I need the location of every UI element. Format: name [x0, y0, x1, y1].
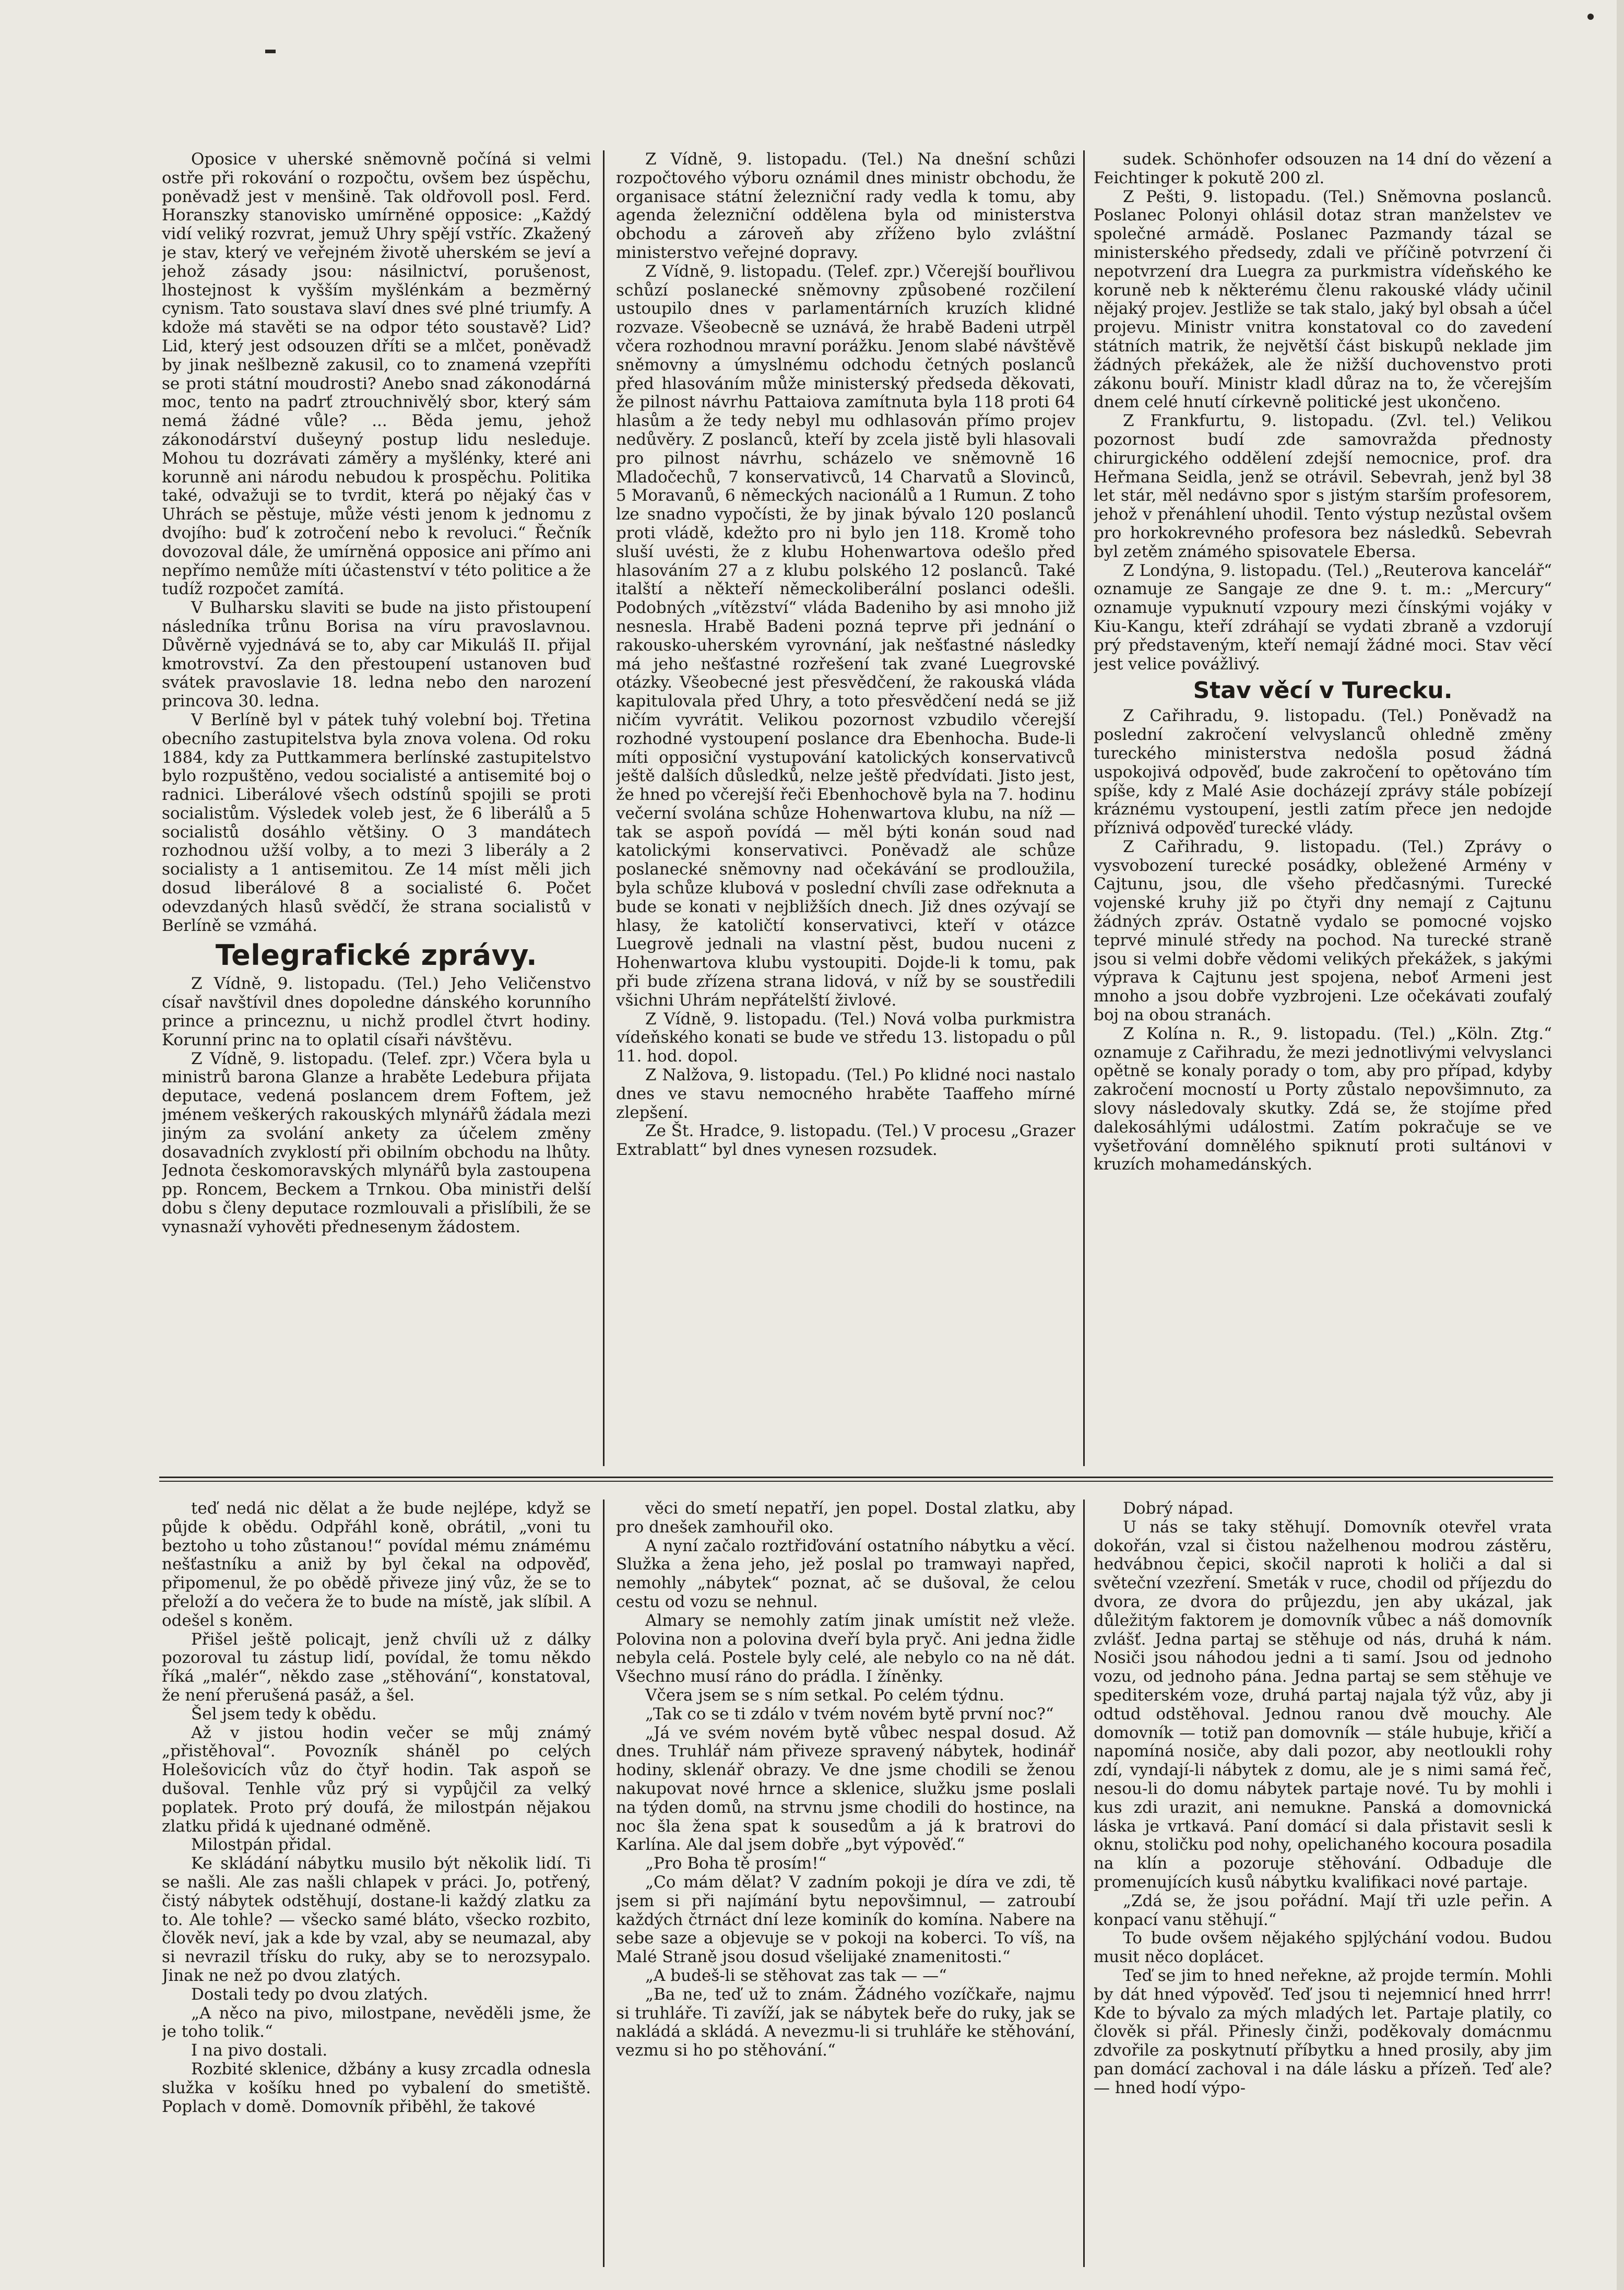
news-column-1 — [162, 150, 591, 1465]
feuilleton-paragraph: Šel jsem tedy k obědu. — [191, 1704, 377, 1724]
feuilleton-column-3 — [1094, 1500, 1552, 2267]
feuilleton-paragraph: „Já ve svém novém bytě vůbec nespal dosud. Až dnes. Truhlář nám přiveze spravený nábytek, hodinář hodiny, sklenář obrazy. Ve dne jsme chodili se ženou nakupovat nové hrnce a sklenice, služku jsme poslali na týden domů, na strvnu jsme chodili do hostince, na noc šla žena spat k sousedům a já k bratrovi do Karlína. Ale dal jsem dobře „byt výpověď.“ — [616, 1723, 1075, 1855]
news-paragraph: Z Londýna, 9. listopadu. (Tel.) „Reuterova kancelář“ oznamuje ze Sangaje ze dne 9. t. m.: „Mercury“ oznamuje vypuknutí vzpoury mezi čínskými vojáky v Kiu-Kangu, kteří zdráhají se vydati zbraně a vzdorují prý představeným, kteří nemají žádné moci. Stav věcí jest velice povážlivý. — [1094, 561, 1552, 674]
section-title-turkey: Stav věcí v Turecku. — [1193, 677, 1453, 704]
news-paragraph: Z Cařihradu, 9. listopadu. (Tel.) Zprávy o vysvobození turecké posádky, obležené Armény v Cajtunu, jsou, dle všeho předčasnými. Turecké vojenské kruhy již po čtyři dny nemají z Cajtunu žádných zpráv. Ostatně vydalo se pomocné vojsko teprvé minulé středy na pochod. Na turecké straně jsou si velmi dobře vědomi velikých překážek, s jakými výprava k Cajtunu jest spojena, neboť Armeni jest mnoho a jsou dobře vyzbrojeni. Lze očekávati zoufalý boj na obou stranách. — [1094, 837, 1552, 1025]
news-paragraph: Z Vídně, 9. listopadu. (Tel.) Na dnešní schůzi rozpočtového výboru oznámil dnes ministr obchodu, že organisace státní železniční rady vedla k tomu, aby agenda železniční oddělena byla od ministerstva obchodu a zároveň aby zříženo bylo zvláštní ministerstvo veřejné dopravy. — [616, 150, 1075, 262]
feuilleton-paragraph: teď nedá nic dělat a že bude nejlépe, když se půjde k obědu. Odpřáhl koně, obrátil, „voni tu beztoho u toho zůstanou!“ povídal mému známému nešťastníku a aniž by byl čekal na odpověď, připomenul, že po obědě přiveze jiný vůz, že se to přeloží a do večera že to bude na místě, jak slíbil. A odešel s koněm. — [162, 1500, 591, 1630]
news-paragraph: Ze Št. Hradce, 9. listopadu. (Tel.) V procesu „Grazer Extrablatt“ byl dnes vynesen rozsudek. — [616, 1122, 1075, 1160]
feuilleton-paragraph: Teď se jim to hned neřekne, až projde termín. Mohli by dát hned výpověď. Teď jsou ti nejemnicí hned hrrr! Kde to bývalo za mých mladých let. Partaje platily, co člověk si přál. Přinesly činži, poděkovaly domácnmu zdvořile za poskytnutí příbytku a hned prosily, aby jim pan domácí zachoval i na dále lásku a přízeň. Teď ale? — hned hodí výpo- — [1094, 1966, 1552, 2097]
news-paragraph: Z Pešti, 9. listopadu. (Tel.) Sněmovna poslanců. Poslanec Polonyi ohlásil dotaz stran manželstev ve společné armádě. Poslanec Pazmandy tázal se ministerského předsedy, zdali ve příčině potvrzení či nepotvrzení dra Luegra za purkmistra vídeňského ke koruně neb k některému členu rakouské vlády učinil nějaký projev. Jestliže se tak stalo, jaký byl obsah a účel projevu. Ministr vnitra konstatoval co do zavedení státních matrik, že největší část biskupů neklade jim žádných překážek, ale že nižší duchovenstvo proti zákonu bouří. Ministr kladl důraz na to, že včerejším dnem celé hnutí církevně politické jest ukončeno. — [1094, 187, 1552, 412]
news-paragraph: Z Vídně, 9. listopadu. (Telef. zpr.) Včera byla u ministrů barona Glanze a hraběte Ledebura přijata deputace, vedená poslancem drem Foftem, jež jménem veškerých rakouských mlynářů žádala mezi jiným za svolání ankety za účelem změny dosavadních zvyklostí při obilním obchodu na lhůty. Jednota českomoravských mlynářů byla zastoupena pp. Roncem, Beckem a Trnkou. Oba ministři delší dobu s členy deputace rozmlouvali a přislíbili, že se vynasnaží vyhověti přednesenym žádostem. — [162, 1049, 591, 1236]
feuilleton-paragraph: Milostpán přidal. — [191, 1835, 332, 1855]
feuilleton-paragraph: „Ba ne, teď už to znám. Žádného vozíčkaře, najmu si truhláře. Ti zavíží, jak se nábytek beře do ruky, jak se nakládá a skládá. A nevezmu-li si truhláře ke stěhování, vezmu si ho po stěhování.“ — [616, 1985, 1075, 2060]
news-column-2 — [616, 150, 1075, 1465]
feuilleton-paragraph: Ke skládání nábytku musilo být několik lidí. Ti se našli. Ale zas našli chlapek v práci. Jo, potřený, čistý nábytek odstěhují, dostane-li každý zlatku za to. Ale tohle? — všecko samé bláto, všecko rozbito, člověk neví, jak a kde by vzal, aby se neumazal, aby si nevrazil třísku do ruky, aby se to nerozsypalo. Jinak ne než po dvou zlatých. — [162, 1854, 591, 1985]
feuilleton-paragraph: A nyní začalo roztřiďování ostatního nábytku a věcí. Služka a žena jeho, jež poslal po tramwayi napřed, nemohly „nábytek“ poznat, ač se dušoval, že celou cestu od vozu se nehnul. — [616, 1536, 1075, 1611]
news-paragraph: Z Vídně, 9. listopadu. (Telef. zpr.) Včerejší bouřlivou schůzí poslanecké sněmovny způsobené rozčilení ustoupilo dnes v parlamentárních kruzích klidné rozvaze. Všeobecně se uznává, že hrabě Badeni utrpěl včera rozhodnou mravní porážku. Jenom slabé návštěvě sněmovny a úmyslnému odchodu četných poslanců před hlasováním může ministerský předseda děkovati, že pilnost návrhu Pattaiova zamítnuta byla 118 proti 64 hlasům a že tedy nebyl mu odhlasován přímo projev nedůvěry. Z poslanců, kteří by zcela jistě byli hlasovali pro pilnost návrhu, scházelo ve sněmovně 16 Mladočechů, 7 konservativců, 14 Charvatů a Slovinců, 5 Moravanů, 6 německých nacionálů a 1 Rumun. Z toho lze snadno vypočísti, že by jinak bývalo 120 poslanců proti vládě, kdežto pro ni bylo jen 118. Kromě toho sluší uvésti, že z klubu Hohenwartova odešlo před hlasováním 27 a z klubu polského 12 poslanců. Také italští a někteří německoliberální poslanci odešli. Podobných „vítězství“ vláda Badeniho by asi mnoho již nesnesla. Hrabě Badeni pozná teprve při jednání o rakousko-uherském vyrovnání, jak nešťastné následky má jeho nešťastné rozřešení tak zvané Luegrovské otázky. Všeobecné jest přesvědčení, že rakouská vláda kapitulovala před Uhry, a toto přesvědčení nedá se již ničím vyvrátit. Velikou pozornost vzbudilo včerejší rozhodné vystoupení poslance dra Ebenhocha. Bude-li míti opposiční vystupování katolických konservativců ještě dalších důsledků, nelze ještě předvídati. Jisto jest, že hned po včerejší řeči Ebenhochově byla na 7. hodinu večerní svolána schůze Hohenwartova klubu, na níž — tak se aspoň povídá — měl býti konán soud nad katolickými konservativci. Poněvadž ale schůze poslanecké sněmovny nad očekávání se prodloužila, byla schůze klubová v poslední chvíli zase odřeknuta a bude se konati v nejbližších dnech. Již dnes ozývají se hlasy, že katoličtí konservativci, kteří v otázce Luegrově jednali na vlastní pěst, budou nuceni z Hohenwartova klubu vystoupiti. Dojde-li k tomu, pak při bude zřízena strana lidová, v níž by se soustředili všichni Uhrám nepřátelští živlové. — [616, 262, 1075, 1010]
feuilleton-paragraph: „Tak co se ti zdálo v tvém novém bytě první noc?“ — [645, 1704, 1054, 1724]
feuilleton-paragraph: To bude ovšem nějakého spjlýchání vodou. Budou musit něco doplácet. — [1094, 1929, 1552, 1967]
feuilleton-paragraph: „Zdá se, že jsou pořádní. Mají tři uzle peřin. A konpací vanu stěhují.“ — [1094, 1891, 1552, 1929]
column-divider — [603, 150, 604, 1466]
feuilleton-paragraph: U nás se taky stěhují. Domovník otevřel vrata dokořán, vzal si čistou naželhenou modrou zástěru, hedvábnou čepici, skočil naproti k holiči a dal si světeční vzezření. Smeták v ruce, chodil od příjezdu do dvora, ze dvora do průjezdu, jen aby ukázal, jak důležitým faktorem je domovník vůbec a náš domovník zvlášť. Jedna partaj se stěhuje od nás, druhá k nám. Nosiči jsou náhodou jedni a ti samí. Jsou od jednoho vozu, od jednoho pána. Jedna partaj se sem stěhuje ve spediterském voze, druhá partaj najala týž vůz, aby ji odtud odstěhoval. Jednou ranou dvě mouchy. Ale domovník — totiž pan domovník — stále hubuje, křičí a napomíná nosiče, aby dali pozor, aby neotloukli rohy zdí, vyndají-li nábytek z domu, ale je s nimi samá řeč, nesou-li do domu nábytek partaje nové. Tu by mohli i kus zdi urazit, ani nemukne. Panská a domovnická láska je vrtkavá. Paní domácí si dala přistavit sesli k oknu, stoličku pod nohy, opelichaného kocoura posadila na klín a pozoruje stěhování. Odbaduje dle promenujících kusů nábytku kvalifikaci nové partaje. — [1094, 1517, 1552, 1892]
news-paragraph: sudek. Schönhofer odsouzen na 14 dní do vězení a Feichtinger k pokutě 200 zl. — [1094, 150, 1552, 187]
feuilleton-paragraph: „A budeš-li se stěhovat zas tak — —“ — [645, 1966, 947, 1985]
feuilleton-paragraph: Rozbité sklenice, džbány a kusy zrcadla odnesla služka v košíku hned po vybalení do smetiště. Poplach v domě. Domovník přiběhl, že takové — [162, 2059, 591, 2116]
feuilleton-rule — [159, 1477, 1553, 1478]
feuilleton-paragraph: Almary se nemohly zatím jinak umístit než vleže. Polovina non a polovina dveří byla pryč. Ani jedna židle nebyla celá. Postele byly celé, ale nebylo co na ně dát. Všechno musí ráno do prádla. I žíněnky. — [616, 1611, 1075, 1686]
print-mark — [265, 50, 276, 53]
news-paragraph: Z Vídně, 9. listopadu. (Tel.) Jeho Veličenstvo císař navštívil dnes dopoledne dánského korunního prince a princeznu, u nichž prodlel čtvrt hodiny. Korunní princ na to oplatil císaři návštěvu. — [162, 974, 591, 1049]
column-divider — [603, 1500, 604, 2267]
column-divider — [1083, 1500, 1085, 2267]
scan-edge — [1617, 0, 1624, 2290]
feuilleton-paragraph: Až v jistou hodin večer se můj známý „přistěhoval“. Povozník sháněl po celých Holešovicích vůz do čtyř hodin. Tak aspoň se dušoval. Tenhle vůz prý si vypůjčil za velký poplatek. Proto prý doufá, že milostpán nějakou zlatku přidá k ujednané odměně. — [162, 1723, 591, 1836]
feuilleton-column-2 — [616, 1500, 1075, 2267]
column-divider — [1083, 150, 1085, 1466]
section-title-telegraphic-news: Telegrafické zprávy. — [215, 939, 538, 972]
feuilleton-paragraph: „A něco na pivo, milostpane, nevěděli jsme, že je toho tolik.“ — [162, 2003, 591, 2041]
news-paragraph: Z Vídně, 9. listopadu. (Tel.) Nová volba purkmistra vídeňského konati se bude ve středu 13. listopadu o půl 11. hod. dopol. — [616, 1009, 1075, 1066]
print-dot — [1587, 14, 1594, 20]
feuilleton-paragraph: Dostali tedy po dvou zlatých. — [191, 1985, 429, 2004]
feuilleton-column-1 — [162, 1500, 591, 2267]
feuilleton-paragraph: I na pivo dostali. — [191, 2041, 328, 2060]
news-paragraph: V Berlíně byl v pátek tuhý volební boj. Třetina obecního zastupitelstva byla znova volena. Od roku 1884, kdy za Puttkammera berlínské zastupitelstvo bylo rozpuštěno, vedou socialisté a antisemité boj o radnici. Liberálové všech odstínů spojili se proti socialistům. Výsledek voleb jest, že 6 liberálů a 5 socialistů dosáhlo většiny. O 3 mandátech rozhodnou užší volby, a to mezi 3 liberály a 2 socialisty a 1 antisemitou. Ze 14 míst měli jich dosud liberálové 8 a socialisté 6. Počet odevzdaných hlasů svědčí, že strana socialistů v Berlíně se vzmáhá. — [162, 710, 591, 935]
feuilleton-paragraph: „Pro Boha tě prosím!“ — [645, 1854, 827, 1873]
feuilleton-rule — [159, 1481, 1553, 1482]
news-paragraph: Z Kolína n. R., 9. listopadu. (Tel.) „Köln. Ztg.“ oznamuje z Cařihradu, že mezi jednotlivými velvyslanci opětně se konaly porady o tom, aby pro případ, kdyby zakročení mocností u Porty zůstalo nepovšimnuto, za slovy následovaly skutky. Zdá se, že stojíme před dalekosáhlými událostmi. Zatím pokračuje se ve vyšetřování domnělého spiknutí proti sultánovi v kruzích mohamedánských. — [1094, 1024, 1552, 1174]
news-paragraph: Oposice v uherské sněmovně počíná si velmi ostře při rokování o rozpočtu, ovšem bez úspěchu, poněvadž jest v menšině. Tak oldřovoll posl. Ferd. Horanszky stanovisko umírněné opposice: „Každý vidí veliký rozvrat, jemuž Uhry spějí vstříc. Zkažený je stav, který ve veřejném životě uherském se jeví a jehož zásady jsou: násilnictví, porušenost, lhostejnost k vyšším myšlénkám a bezměrný cynism. Tato soustava slaví dnes své plné triumfy. A kdože má stavěti se na odpor této soustavě? Lid? Lid, který jest odsouzen dříti se a mlčet, poněvadž by jinak nešlbezně zakusil, co to znamená vzepříti se proti státní moudrosti? Anebo snad zákonodárná moc, tento na padrť ztrouchnivělý sbor, který sám nemá žádné vůle? ... Běda jemu, jehož zákonodárství dušeyný postup lidu nesleduje. Mohou tu dozrávati záměry a myšlénky, které ani korunně ani národu nebudou k prospěchu. Politika také, odvažuji se to tvrdit, která po nějaký čas v Uhrách se pěstuje, může vésti jenom k jednomu z dvojího: buď k zotročení nebo k revoluci.“ Řečník dovozoval dále, že umírněná opposice ani přímo ani nepřímo nemůže míti účastenství v této politice a že tudíž rozpočet zamítá. — [162, 150, 591, 599]
feuilleton-paragraph: „Co mám dělat? V zadním pokoji je díra ve zdi, tě jsem si při najímání bytu nepovšimnul, — zatroubí každých čtrnáct dní leze kominík do komína. Nabere na sebe saze a objevuje se v pokoji na koberci. To víš, na Malé Straně jsou dosud všelijaké znamenitosti.“ — [616, 1872, 1075, 1967]
news-column-3 — [1094, 150, 1552, 1465]
feuilleton-paragraph: věci do smetí nepatří, jen popel. Dostal zlatku, aby pro dnešek zamhouřil oko. — [616, 1500, 1075, 1537]
news-paragraph: Z Nalžova, 9. listopadu. (Tel.) Po klidné noci nastalo dnes ve stavu nemocného hraběte Taaffeho mírné zlepšení. — [616, 1066, 1075, 1122]
news-paragraph: Z Cařihradu, 9. listopadu. (Tel.) Poněvadž na poslední zakročení velvyslanců ohledně změny tureckého ministerstva nedošla posud žádná uspokojivá odpověď, bude zakročení to opětováno tím spíše, kdy z Malé Asie docházejí zprávy stále pobízejí kráznému vystoupení, jestli zatím přece jen nedojde příznivá odpověď turecké vlády. — [1094, 706, 1552, 838]
news-paragraph: V Bulharsku slaviti se bude na jisto přistoupení následníka trůnu Borisa na víru pravoslavnou. Důvěrně vyjednává se to, aby car Mikuláš II. přijal kmotrovství. Za den přestoupení ustanoven buď svátek pravoslavie 18. ledna nebo den narození princova 30. ledna. — [162, 598, 591, 711]
feuilleton-paragraph: Přišel ještě policajt, jenž chvíli už z dálky pozoroval tu zástup lidí, povídal, že tomu někdo říká „malér“, někdo zase „stěhování“, konstatoval, že není přerušená pasáž, a šel. — [162, 1630, 591, 1705]
feuilleton-paragraph: Dobrý nápad. — [1123, 1500, 1234, 1518]
news-paragraph: Z Frankfurtu, 9. listopadu. (Zvl. tel.) Velikou pozornost budí zde samovražda přednosty chirurgického oddělení zdejší nemocnice, prof. dra Heřmana Seidla, jenž se otrávil. Sebevrah, jenž byl 38 let stár, měl nedávno spor s jistým starším profesorem, jehož v přenáhlení uhodil. Tento výstup nezůstal ovšem pro horkokrevného profesora bez následků. Sebevrah byl zetěm známého spisovatele Ebersa. — [1094, 411, 1552, 561]
feuilleton-paragraph: Včera jsem se s ním setkal. Po celém týdnu. — [645, 1685, 1004, 1705]
